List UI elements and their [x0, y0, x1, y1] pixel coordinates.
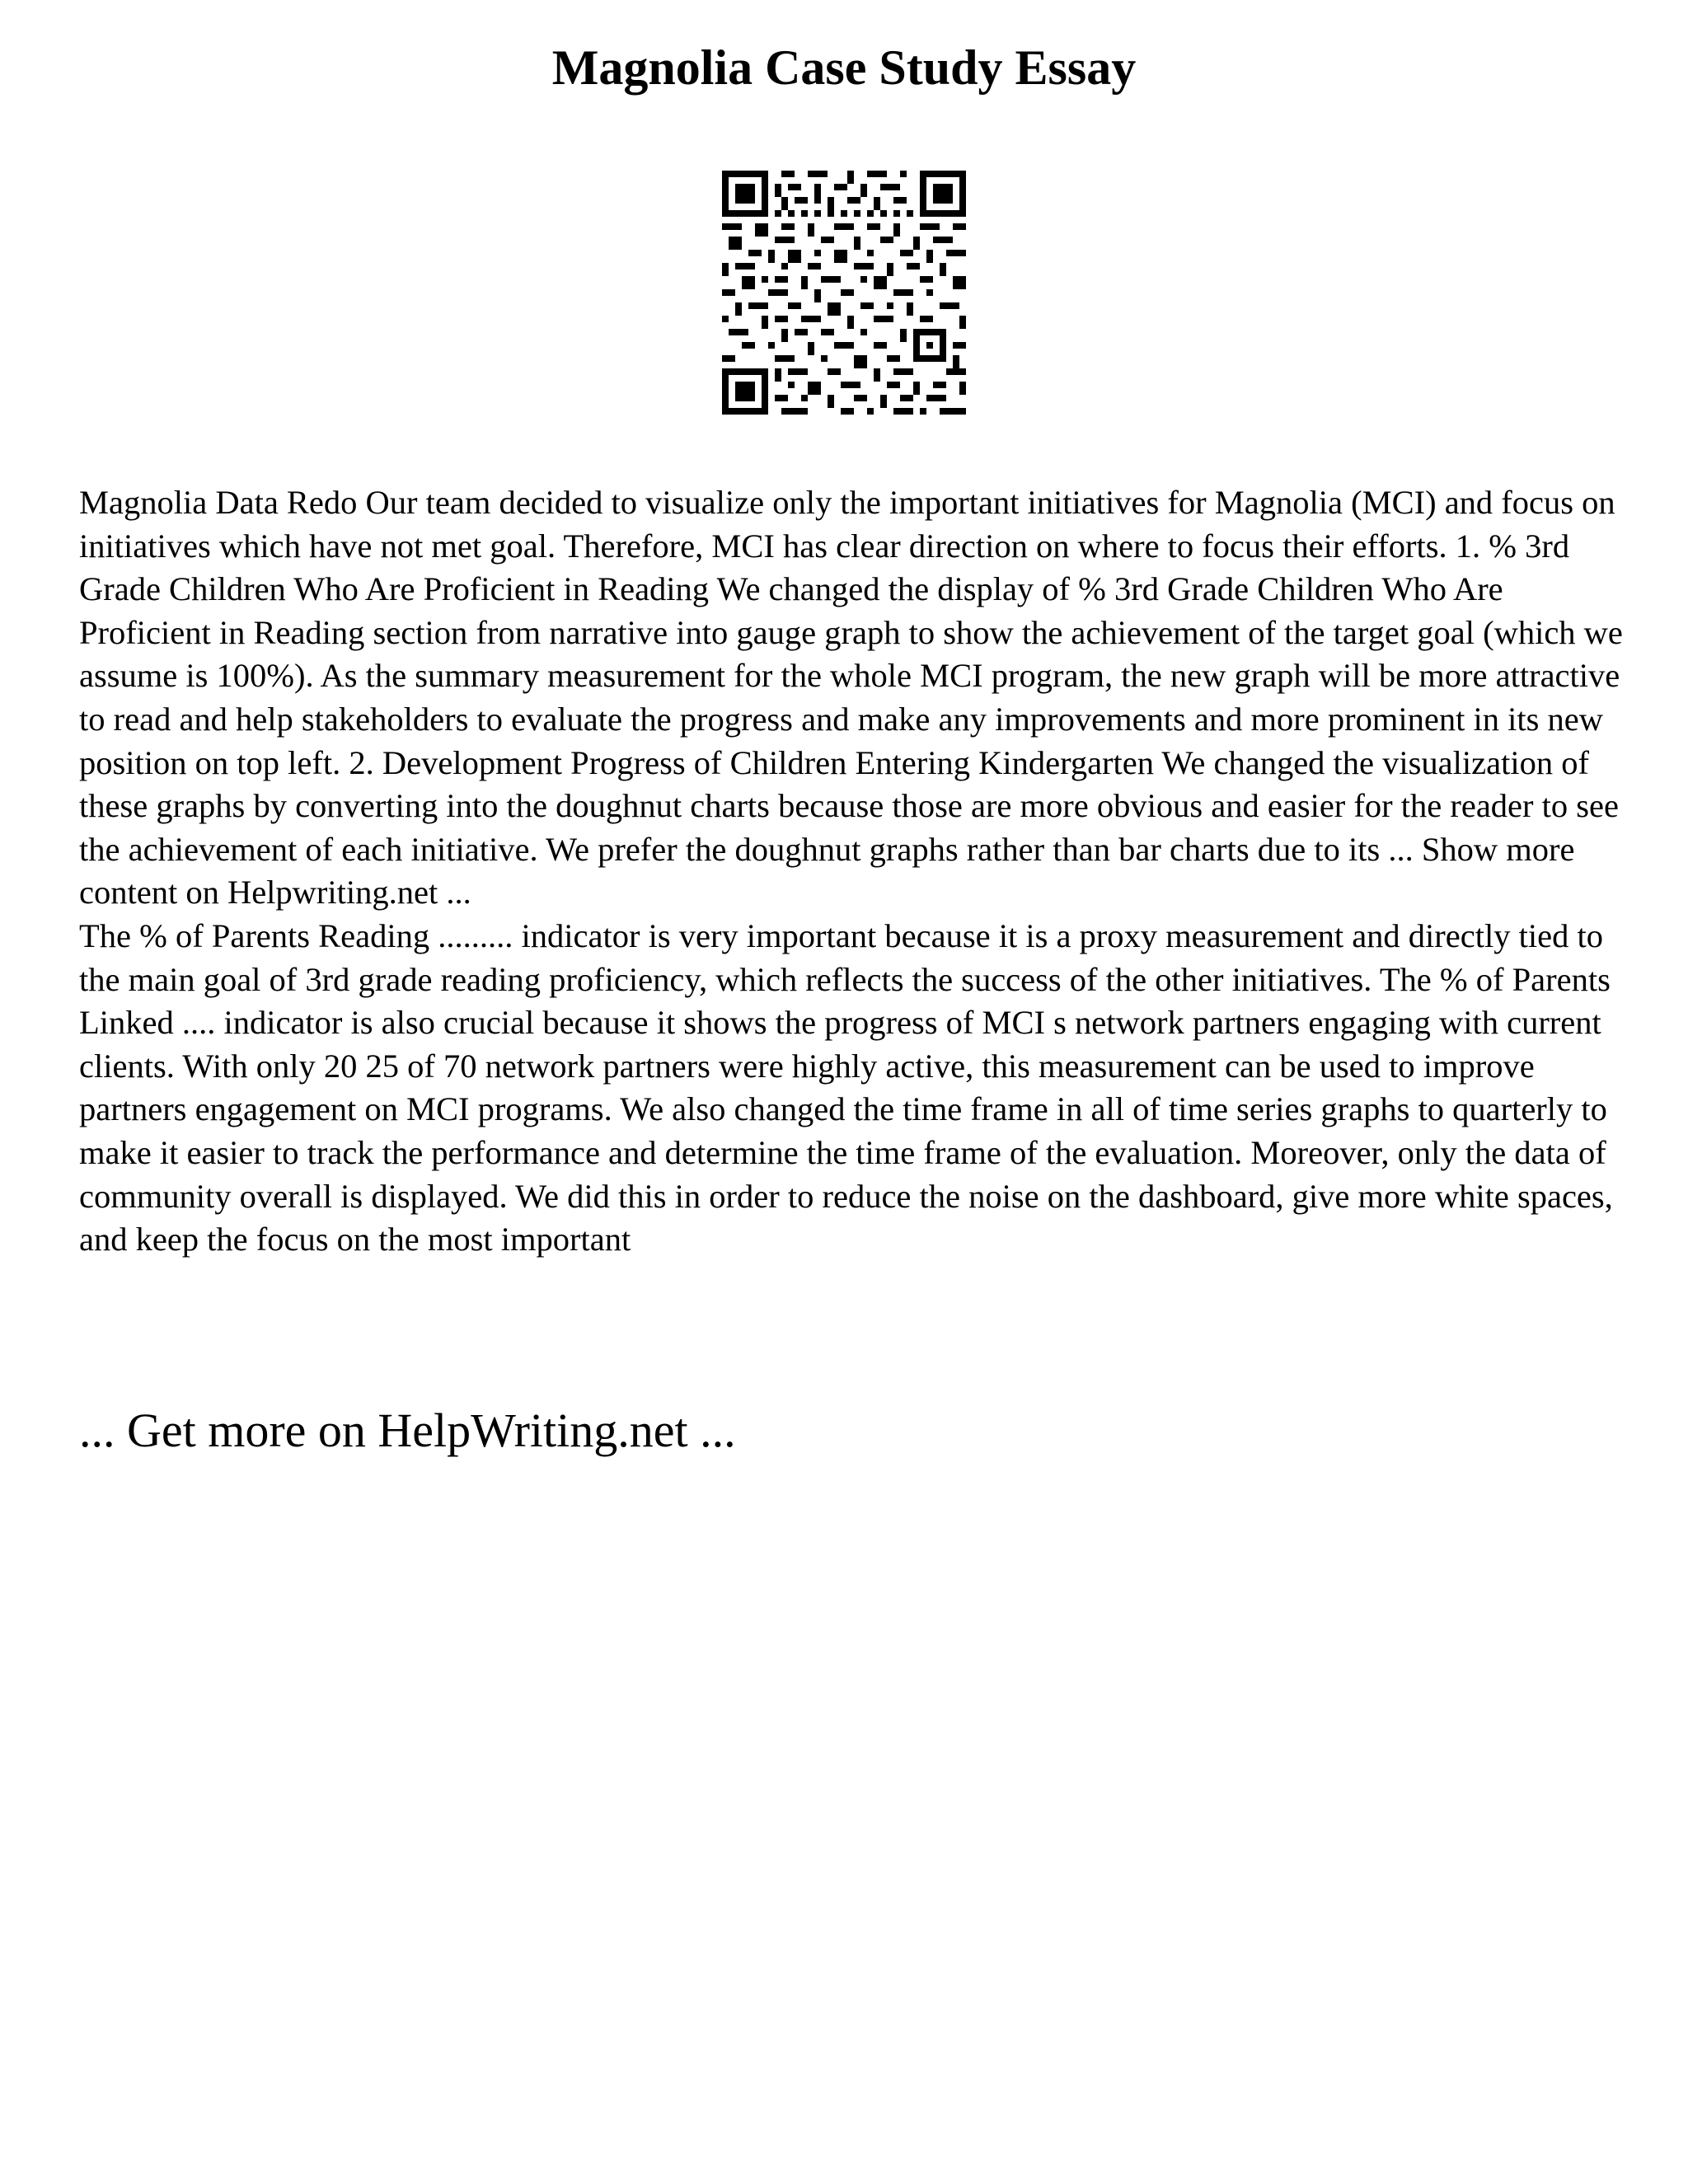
get-more-link[interactable]: ... Get more on HelpWriting.net ...: [79, 1404, 736, 1457]
essay-paragraph-2: The % of Parents Reading ......... indicator is very important because it is a proxy measurement and directly tied to the main goal of 3rd grade reading proficiency, which reflects the success of the other initiatives. The % of Parents Linked .... indicator is also crucial because it shows the progress of MCI s network partners engaging with current clients. With only 20 25 of 70 network partners were highly active, this measurement can be used to improve partners engagement on MCI programs. We also changed the time frame in all of time series graphs to quarterly to make it easier to track the performance and determine the time frame of the evaluation. Moreover, only the data of community overall is displayed. We did this in order to reduce the noise on the dashboard, give more white spaces, and keep the focus on the most important: [79, 916, 1613, 1258]
page-title: Magnolia Case Study Essay: [551, 40, 1137, 95]
essay-paragraph-1: Magnolia Data Redo Our team decided to visualize only the important initiatives for Magnolia (MCI) and focus on initiatives which have not met goal. Therefore, MCI has clear direction on where to focus their efforts. 1. % 3rd Grade Children Who Are Proficient in Reading We changed the display of % 3rd Grade Children Who Are Proficient in Reading section from narrative into gauge graph to show the achievement of the target goal (which we assume is 100%). As the summary measurement for the whole MCI program, the new graph will be more attractive to read and help stakeholders to evaluate the progress and make any improvements and more prominent in its new position on top left. 2. Development Progress of Children Entering Kindergarten We changed the visualization of these graphs by converting into the doughnut charts because those are more obvious and easier for the reader to see the achievement of each initiative. We prefer the doughnut graphs rather than bar charts due to its ... Show more content on Helpwriting.net ...: [79, 484, 1623, 912]
essay-body: [79, 481, 1629, 1262]
qr-code-icon[interactable]: [722, 171, 966, 415]
